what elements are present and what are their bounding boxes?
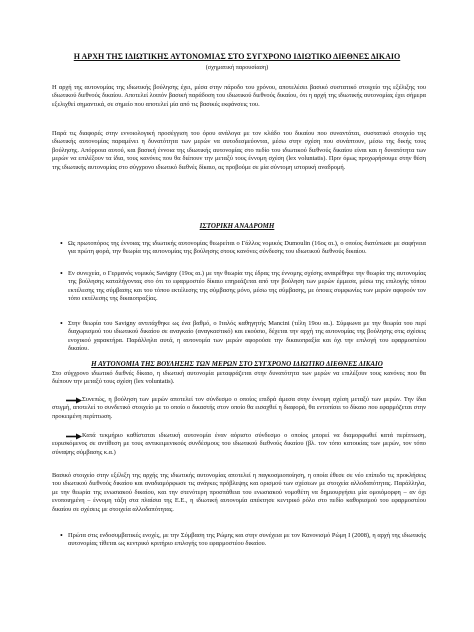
history-bullet-text: Ως πρωτοπόρος της έννοιας της ιδιωτικής αυτονομίας θεωρείται ο Γάλλος νομικός Dumoulin (16ος αι.), ο οποίος διατύπωσε με σαφήνεια για πρώτη φορά, την θεωρία της αυτονομίας της βούλησης στους κανόνες σύνδεσης του ιδιωτικού διεθνούς δικαίου.: [68, 240, 426, 256]
arrow-point-1: [52, 396, 426, 421]
document-title: Η ΑΡΧΗ ΤΗΣ ΙΔΙΩΤΙΚΗΣ ΑΥΤΟΝΟΜΙΑΣ ΣΤΟ ΣΥΓΧΡΟΝΟ ΙΔΙΩΤΙΚΟ ΔΙΕΘΝΕΣ ΔΙΚΑΙΟ: [73, 52, 401, 61]
right-arrow-icon: [66, 397, 82, 404]
modern-body-paragraph: Βασικό στοιχείο στην εξέλιξη της αρχής της ιδιωτικής αυτονομίας αποτελεί η παγκοσμιοποίηση, η οποία έθεσε σε νέο επίπεδο τις προκλήσεις του ιδιωτικού διεθνούς δικαίου και αναδιαμόρφωσε τις ανάγκες πρόβλεψης και ορισμού των σχέσεων με στοιχεία αλλοδαπότητας. Παράλληλα, με την θεωρία της ενωσιακού δικαίου, και την στενότερη προσπάθεια του ενωσιακού νομοθέτη να δημιουργήσει μία ομοιόμορφη – αν όχι ενοποιημένη – έννομη τάξη στα πλαίσια της Ε.Ε., η ιδιωτική αυτονομία απέκτησε κεντρικό ρόλο στο πεδίο καθορισμού του εφαρμοστέου δικαίου σε σχέσεις με στοιχεία αλλοδαπότητας.: [52, 472, 426, 513]
modern-heading: Η ΑΥΤΟΝΟΜΙΑ ΤΗΣ ΒΟΥΛΗΣΗΣ ΤΩΝ ΜΕΡΩΝ ΣΤΟ ΣΥΓΧΡΟΝΟ ΙΔΙΩΤΙΚΟ ΔΙΕΘΝΕΣ ΔΙΚΑΙΟ: [91, 360, 383, 368]
bullet-icon: •: [60, 269, 63, 278]
bullet-icon: •: [60, 239, 63, 248]
arrow-point-text: Συνεπώς, η βούληση των μερών αποτελεί τον σύνδεσμο ο οποίος επιδρά άμεσα στην έννομη σχέση μεταξύ των μερών. Την ίδια στιγμή, αποτελεί το συνδετικό στοιχείο με το οποίο ο δικαστής στον οποίο θα εισαχθεί η διαφορά, θα εντοπίσει το δίκαιο που εφαρμόζεται στην προκειμένη περίπτωση.: [52, 396, 426, 420]
history-bullet-text: Εν συνεχεία, ο Γερμανός νομικός Savigny (19ος αι.) με την θεωρία της έδρας της έννομης σχέσης αναιρέθηκε την θεωρία της αυτονομίας της βούλησης καταλήγοντας στο ότι το εφαρμοστέο δίκαιο επηρεάζεται από την βούληση των μερών έμμεσα, μέσω της επιλογής τόπου εκτέλεσης της σύμβασης και του τόπου εκτέλεσης της σύμβασης μόνο, μέσω της σύμβασης, με όποιες συμφωνίες των μερών αφορούν τον τόπο εκτέλεσης της δικαιοπραξίας.: [68, 270, 426, 303]
arrow-point-text: Κατά τεκμήριο καθίσταται ιδιωτική αυτονομία έναν αόριστο σύνδεσμο ο οποίος μπορεί να διαμορφωθεί κατά περίπτωση, ευρισκόμενος σε αντίθεση με τους αντικειμενικούς συνδέσμους του ιδιωτικού διεθνούς δικαίου (βλ. τον τόπο κατοικίας των μερών, τον τόπο σύναψης σύμβασης κ.α.): [52, 432, 426, 456]
arrow-point-2: [52, 432, 426, 457]
intro-paragraph-2: Παρά τις διαφορές στην εννοιολογική προσέγγιση του όρου ανάλογα με τον κλάδο του δικαίου που συναντάται, συστατικό στοιχείο της ιδιωτικής αυτονομίας παραμένει η δυνατότητα των μερών να αυτοδεσμεύονται, μέσω στην σχέση που συνάπτουν, μέσω της δικής τους βούλησης. Απόρροια αυτού, και βασική έννοια της ιδιωτικής αυτονομίας στο πεδίο του ιδιωτικού διεθνούς δικαίου είναι και η δυνατότητα των μερών να επιλέξουν τα ίδια, τους κανόνες που θα διέπουν την μεταξύ τους έννομη σχέση (lex voluntatis). Πριν όμως προχωρήσουμε στην θέση της ιδιωτικής αυτονομίας στο σύγχρονο ιδιωτικό διεθνές δίκαιο, ας προβούμε σε μία σύντομη ιστορική αναδρομή.: [52, 130, 426, 171]
modern-bullet-text: Πρώτα στις ενδοσυμβατικές ενοχές, με την Σύμβαση της Ρώμης και στην συνέχεια με τον Κανονισμό Ρώμη Ι (2008), η αρχή της ιδιωτικής αυτονομίας τίθεται ως κεντρικό κριτήριο επιλογής του εφαρμοστέου δικαίου.: [68, 532, 426, 548]
bullet-icon: •: [60, 531, 63, 540]
document-subtitle: (σχηματική παρουσίαση): [205, 64, 269, 71]
modern-intro-paragraph: Στο σύγχρονο ιδιωτικό διεθνές δίκαιο, η ιδιωτική αυτονομία μεταφράζεται στην δυνατότητα των μερών να επιλέξουν τους κανόνες που θα διέπουν την μεταξύ τους σχέση (lex voluntatis).: [52, 370, 426, 386]
right-arrow-icon: [66, 433, 82, 440]
intro-paragraph-1: Η αρχή της αυτονομίας της ιδιωτικής βούλησης έχει, μέσα στην πάροδο του χρόνου, αποτελέσει βασικό συστατικό στοιχείο της εξέλιξης του ιδιωτικού διεθνούς δικαίου. Αποτελεί λοιπόν βασική παράδοση του ιδιωτικού διεθνούς δικαίου, ότι η αρχή της ιδιωτικής αυτονομίας έχει σήμερα εξελιχθεί σημαντικά, σε σημείο που αποτελεί μία από τις βασικές εκφάνσεις του.: [52, 84, 426, 108]
history-heading: ΙΣΤΟΡΙΚΗ ΑΝΑΔΡΟΜΗ: [199, 222, 275, 230]
history-bullet-text: Στην θεωρία του Savigny αντιτάχθηκε ως ένα βαθμό, ο Ιταλός καθηγητής Mancini (τέλη 19ου αι.). Σύμφωνα με την θεωρία του περί διαχωρισμού του ιδιωτικού δικαίου σε αναγκαίο (αναγκαστικό) και εκούσιο, δέχεται την αρχή της αυτονομίας της βούλησης στις σχέσεις ενοχικού χαρακτήρα. Παράλληλα αυτά, η αυτονομία των μερών αφορούσε την δικαιοπραξία και όχι την επιλογή του εφαρμοστέου δικαίου.: [68, 320, 426, 353]
bullet-icon: •: [60, 319, 63, 328]
